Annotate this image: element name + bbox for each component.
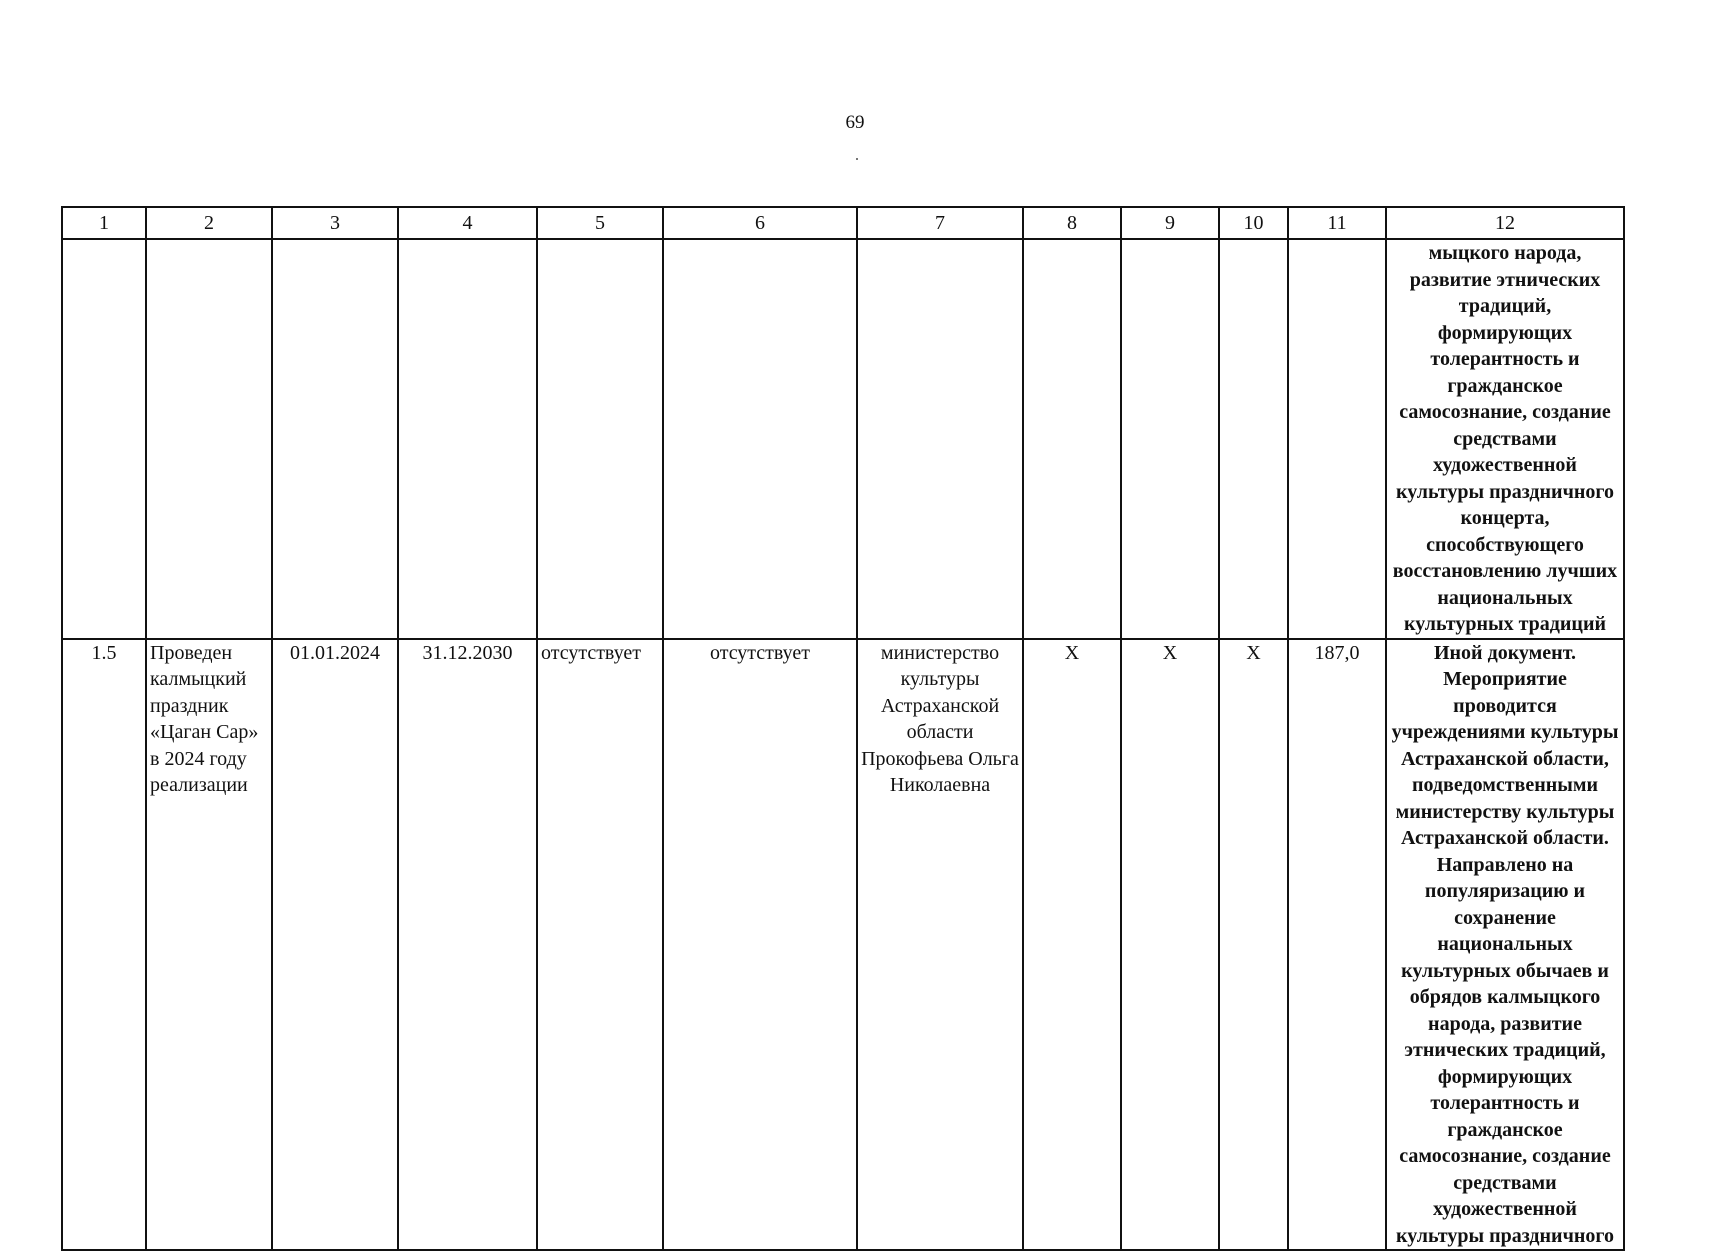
table-cell <box>146 239 272 639</box>
header-cell: 1 <box>62 207 146 239</box>
header-cell: 3 <box>272 207 398 239</box>
column-8-value: X <box>1023 639 1121 1251</box>
description-title: Иной документ. <box>1433 641 1577 664</box>
start-date: 01.01.2024 <box>272 639 398 1251</box>
activities-table <box>61 206 1625 1251</box>
header-cell: 8 <box>1023 207 1121 239</box>
table-cell <box>857 239 1023 639</box>
table-cell <box>1219 239 1288 639</box>
header-cell: 9 <box>1121 207 1219 239</box>
page-number: 69 <box>845 112 865 133</box>
header-cell: 11 <box>1288 207 1386 239</box>
funding-amount: 187,0 <box>1288 639 1386 1251</box>
column-6-value: отсутствует <box>663 639 857 1251</box>
header-cell: 10 <box>1219 207 1288 239</box>
header-cell: 2 <box>146 207 272 239</box>
column-9-value: X <box>1121 639 1219 1251</box>
table-cell <box>62 239 146 639</box>
table-cell <box>398 239 537 639</box>
header-cell: 5 <box>537 207 663 239</box>
description-continuation: мыцкого народа, развитие этнических традиций, формирующих толерантность и гражданское самосознание, создание средствами художественной культуры праздничного концерта, способствующего восстановлению лучших национальных культурных традиций <box>1386 239 1624 639</box>
header-cell: 6 <box>663 207 857 239</box>
table-cell <box>1023 239 1121 639</box>
header-row <box>62 207 1624 239</box>
description-text: Мероприятие проводится учреждениями культуры Астраханской области, подведомственными министерству культуры Астраханской области. Направлено на популяризацию и сохранение национальных культурных обычаев и обрядов калмыцкого народа, развитие этнических традиций, формирующих толерантность и гражданское самосознание, создание средствами художественной культуры праздничного <box>1391 668 1619 1247</box>
item-number: 1.5 <box>62 639 146 1251</box>
item-name: Проведен калмыцкий праздник «Цаган Сар» в 2024 году реализации <box>146 639 272 1251</box>
table-cell <box>272 239 398 639</box>
table-row <box>62 639 1624 1251</box>
table-cell <box>537 239 663 639</box>
item-description <box>1386 639 1624 1251</box>
responsible-executor: министерство культуры Астраханской области Прокофьева Ольга Николаевна <box>857 639 1023 1251</box>
header-cell: 12 <box>1386 207 1624 239</box>
column-10-value: X <box>1219 639 1288 1251</box>
page-mark <box>856 158 858 160</box>
header-cell: 7 <box>857 207 1023 239</box>
column-5-value: отсутствует <box>537 639 663 1251</box>
end-date: 31.12.2030 <box>398 639 537 1251</box>
table-cell <box>1121 239 1219 639</box>
continuation-row <box>62 239 1624 639</box>
header-cell: 4 <box>398 207 537 239</box>
table-cell <box>663 239 857 639</box>
table-cell <box>1288 239 1386 639</box>
